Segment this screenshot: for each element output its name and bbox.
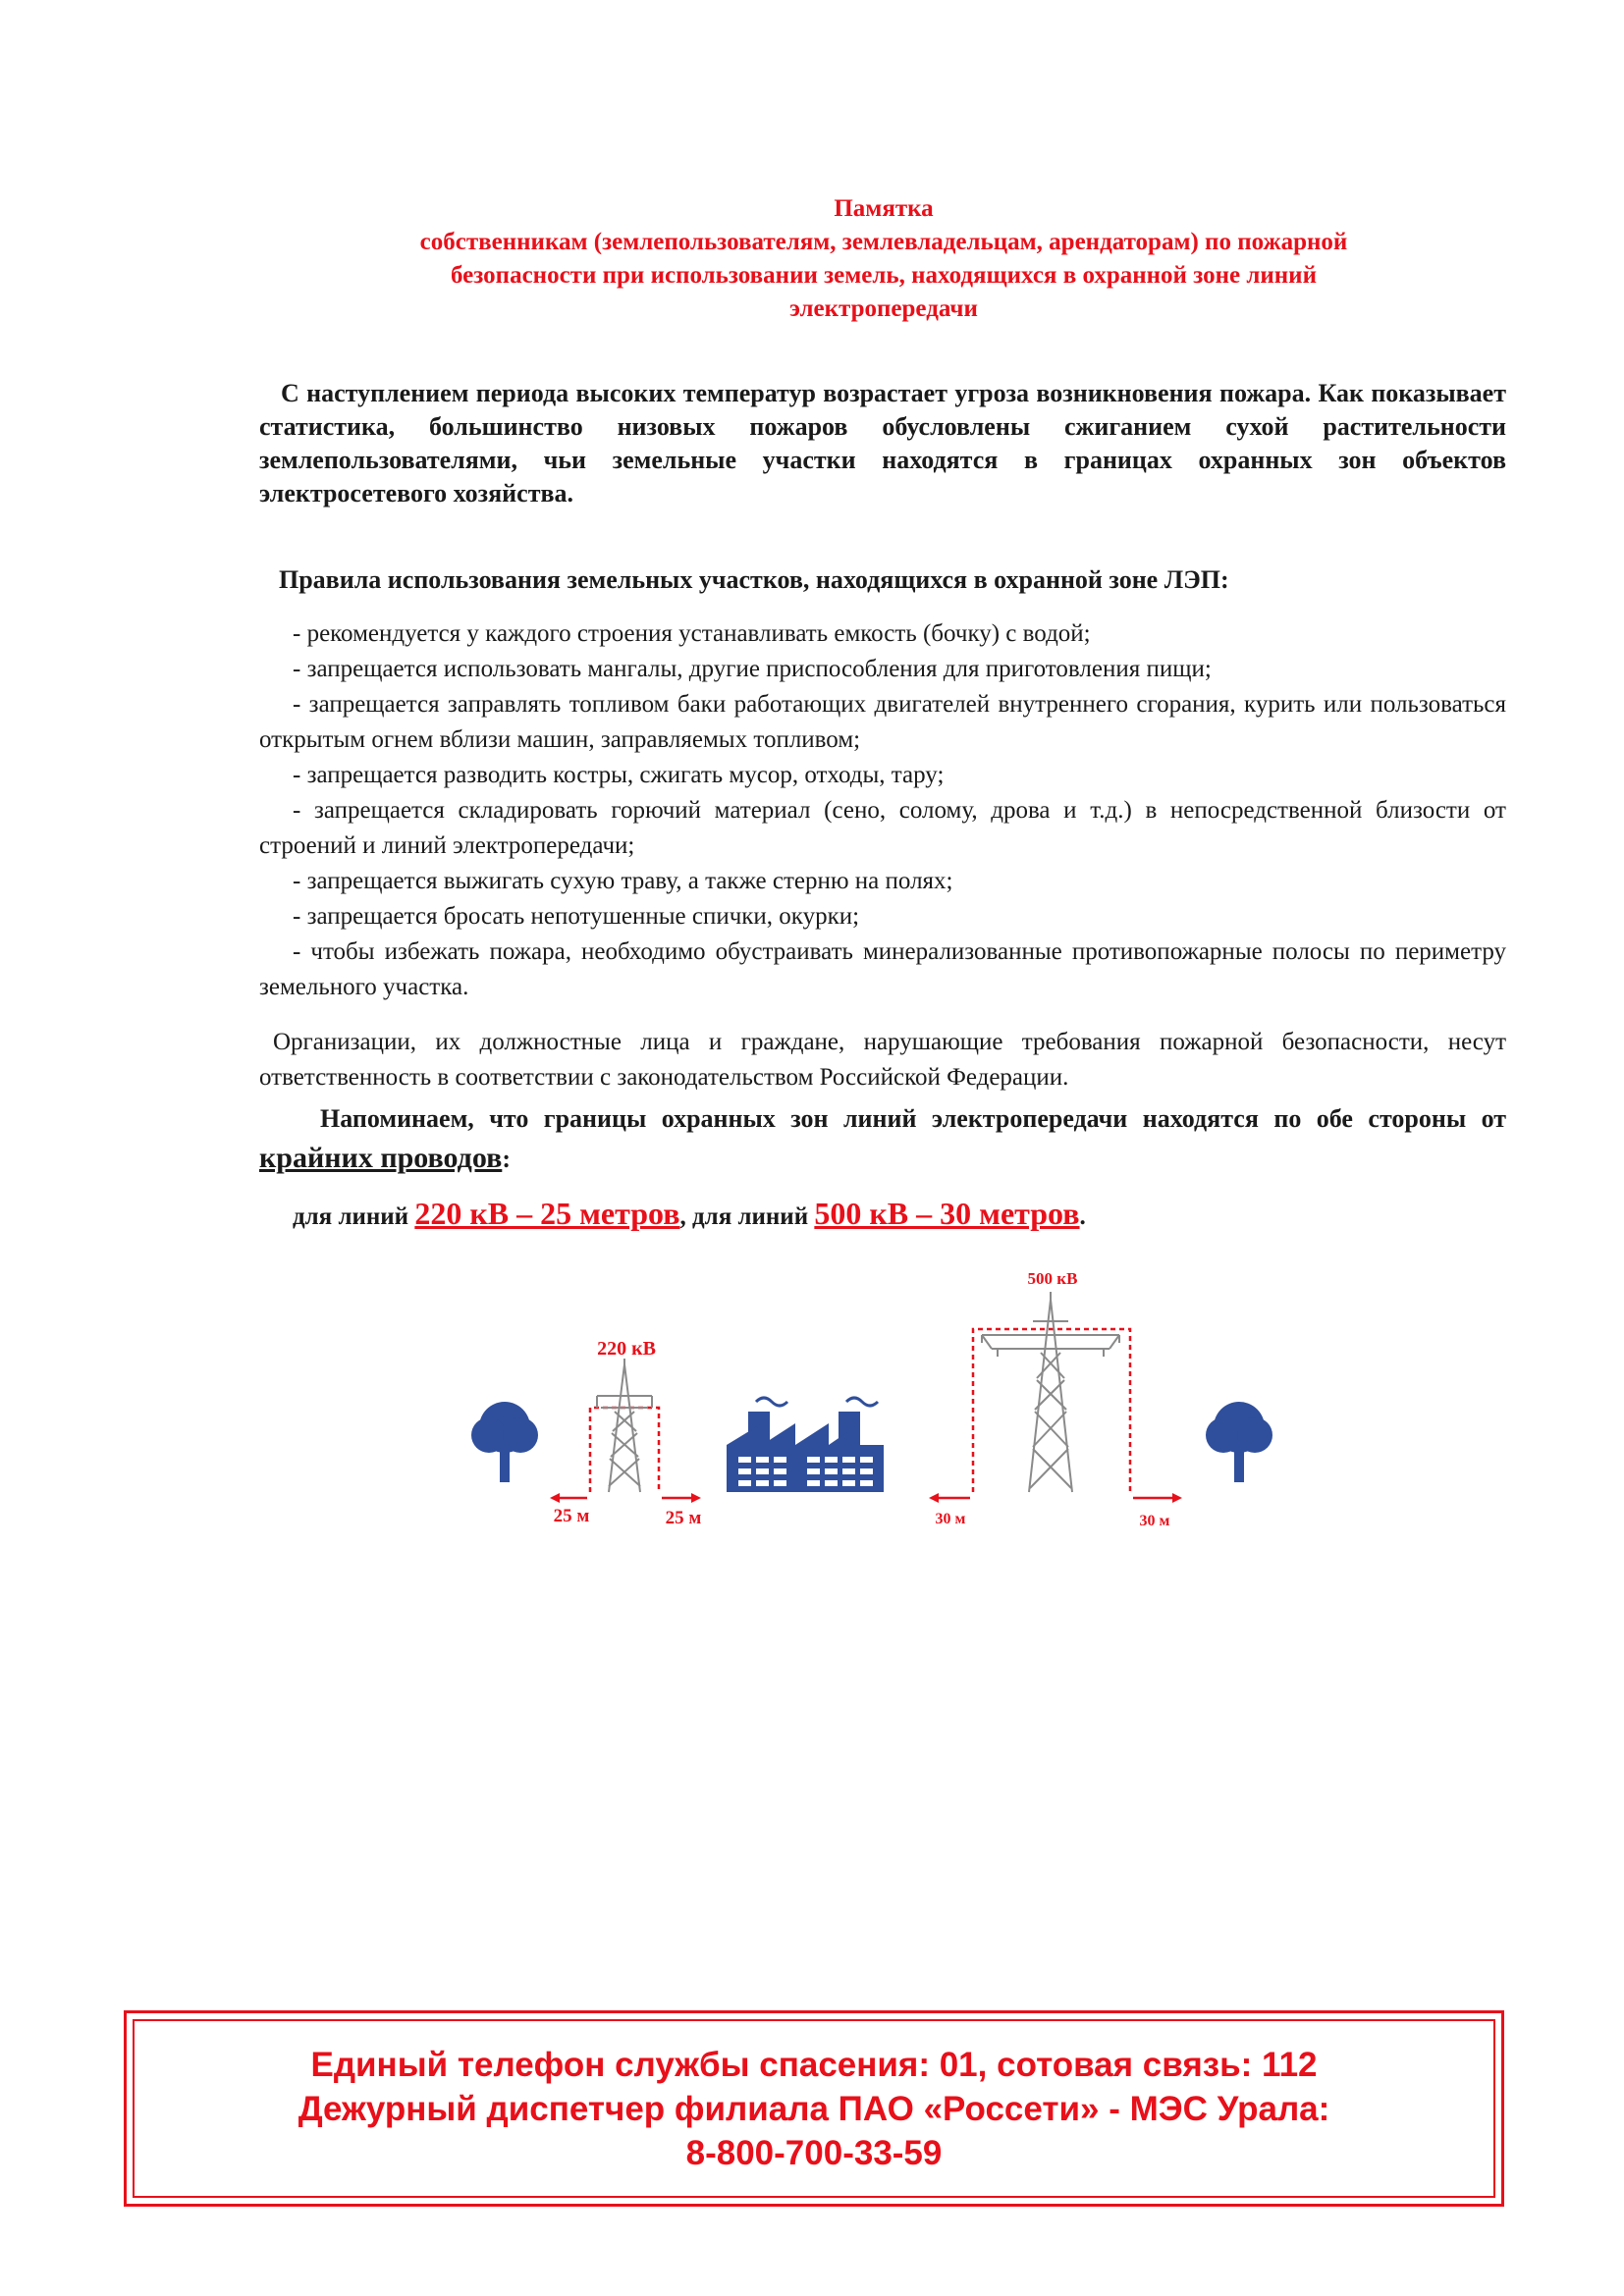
protection-zone-diagram [461,1264,1286,1539]
distance-label-left-inner: 25 м [665,1508,702,1528]
distances-line [293,1192,1471,1239]
rules-heading: Правила использования земельных участков, находящихся в охранной зоне ЛЭП: [279,565,1229,594]
liability-paragraph: Организации, их должностные лица и граждане, нарушающие требования пожарной безопасности, несут ответственность в соответствии с законодательством Российской Федерации. [259,1029,1506,1091]
distance-prefix-500: для линий [692,1203,809,1230]
dispatcher-phone: 8-800-700-33-59 [685,2133,943,2172]
rule-item: - запрещается выжигать сухую траву, а также стерню на полях; [293,868,953,894]
rule-item: - запрещается бросать непотушенные спички, окурки; [293,903,860,930]
tower-500-label: 500 кВ [1027,1269,1078,1288]
title-line-2: собственникам (землепользователям, землевладельцам, арендаторам) по пожарной [419,229,1348,255]
emergency-contacts-inner [133,2019,1495,2198]
distance-label-right-outer: 30 м [1139,1513,1170,1529]
reminder-text: Напоминаем, что границы охранных зон линий электропередачи находятся по обе стороны от [320,1104,1506,1133]
distance-prefix-220: для линий [293,1203,409,1230]
reminder-emphasis: крайних проводов [259,1142,503,1174]
reminder-colon: : [502,1145,511,1173]
tower-220-label: 220 кВ [597,1338,656,1360]
distance-arrows-icon [550,1493,1182,1503]
reminder-paragraph [259,1099,1506,1179]
title-line-1: Памятка [834,195,934,222]
rule-item: - чтобы избежать пожара, необходимо обустраивать минерализованные противопожарные полосы по периметру земельного участка. [259,938,1506,1000]
tower-220-icon [597,1359,652,1492]
tree-right-icon [1206,1402,1272,1482]
distance-500kv: 500 кВ – 30 метров [814,1196,1080,1231]
rule-item: - запрещается использовать мангалы, другие приспособления для приготовления пищи; [293,656,1212,682]
distance-suffix: . [1079,1203,1086,1230]
rule-item: - запрещается складировать горючий материал (сено, солому, дрова и т.д.) в непосредственной близости от строений и линий электропередачи; [259,797,1506,859]
title-line-4: электропередачи [789,295,978,322]
factory-icon [727,1398,884,1492]
document-title [295,192,1473,326]
distance-label-right-inner: 30 м [935,1511,966,1527]
title-line-3: безопасности при использовании земель, находящихся в охранной зоне линий [451,262,1317,289]
rule-item: - запрещается заправлять топливом баки работающих двигателей внутреннего сгорания, курить или пользоваться открытым огнем вблизи машин, заправляемых топливом; [259,691,1506,753]
distance-separator: , [679,1203,693,1230]
intro-paragraph: С наступлением периода высоких температур возрастает угроза возникновения пожара. Как показывает статистика, большинство низовых пожаров обусловлены сжиганием сухой растительности землепользователями, чьи земельные участки находятся в границах охранных зон объектов электросетевого хозяйства. [259,379,1506,507]
tree-left-icon [471,1402,538,1482]
distance-label-left-outer: 25 м [553,1506,590,1526]
dispatcher-line: Дежурный диспетчер филиала ПАО «Россети» - МЭС Урала: [298,2089,1330,2128]
distance-220kv: 220 кВ – 25 метров [414,1196,680,1231]
rule-item: - рекомендуется у каждого строения устанавливать емкость (бочку) с водой; [293,620,1091,647]
rules-list [259,616,1506,1005]
emergency-phone-line: Единый телефон службы спасения: 01, сотовая связь: 112 [310,2045,1318,2084]
tower-500-icon [982,1292,1119,1492]
rule-item: - запрещается разводить костры, сжигать мусор, отходы, тару; [293,762,945,788]
emergency-contacts-box [124,2010,1504,2207]
